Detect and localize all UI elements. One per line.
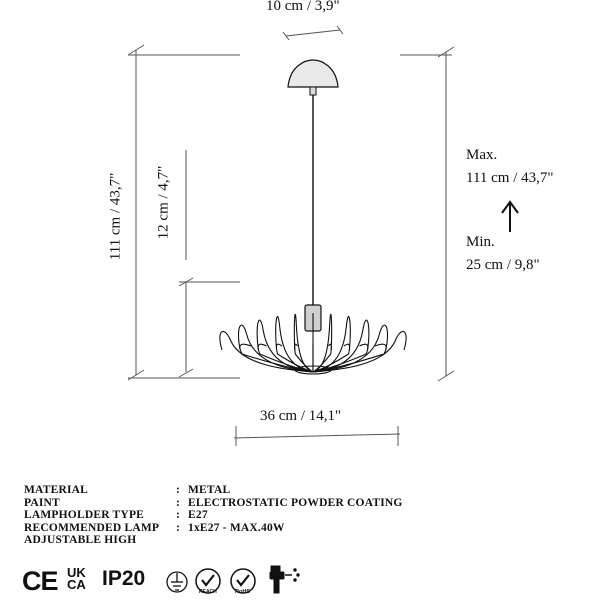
spec-value: ELECTROSTATIC POWDER COATING — [188, 496, 403, 509]
spec-value: E27 — [188, 509, 208, 522]
spec-row-adjustable — [24, 534, 403, 547]
spec-separator: : — [176, 484, 181, 496]
canopy-width-dimension — [283, 26, 343, 40]
reach-text: REACH — [199, 589, 217, 595]
shade-width-label: 36 cm / 14,1" — [260, 408, 342, 424]
spray-paint-icon — [270, 566, 299, 593]
spec-row-material — [24, 484, 403, 497]
min-label: Min. — [466, 234, 495, 250]
shade-height-label: 12 cm / 4,7" — [155, 165, 172, 240]
spec-value: 1xE27 - MAX.40W — [188, 521, 285, 534]
ukca-mark — [67, 567, 86, 591]
max-value: 111 cm / 43,7" — [466, 170, 554, 186]
lamp-shade-cage — [220, 314, 406, 374]
min-value: 25 cm / 9,8" — [466, 257, 540, 273]
spec-value: METAL — [188, 484, 231, 496]
spec-row-recommended-lamp — [24, 522, 403, 535]
ukca-bottom: CA — [67, 577, 86, 592]
spec-separator: : — [176, 496, 181, 509]
lamp-canopy — [288, 60, 338, 87]
spec-key: RECOMMENDED LAMP — [24, 521, 160, 534]
ukca-top: UK — [67, 565, 86, 580]
max-label: Max. — [466, 147, 498, 163]
spec-separator: : — [176, 509, 181, 522]
specification-table — [24, 484, 403, 547]
total-height-label: 111 cm / 43,7" — [107, 172, 124, 261]
total-height-dimension — [128, 45, 240, 380]
rohs-text: RoHS — [235, 589, 250, 595]
adjustable-height-dimension — [400, 47, 454, 381]
shade-width-dimension — [234, 426, 400, 446]
cord-grip — [310, 87, 316, 95]
spec-key: LAMPHOLDER TYPE — [24, 509, 145, 522]
spec-key: ADJUSTABLE HIGH — [24, 534, 137, 547]
spec-row-paint — [24, 497, 403, 510]
spec-key: PAINT — [24, 496, 60, 509]
spec-separator: : — [176, 521, 181, 534]
spec-row-lampholder — [24, 509, 403, 522]
canopy-width-label: 10 cm / 3,9" — [266, 0, 340, 14]
ce-mark: CE — [22, 566, 58, 596]
up-arrow-icon — [502, 202, 518, 232]
spec-key: MATERIAL — [24, 484, 89, 496]
earth-ground-icon — [167, 572, 187, 592]
shade-height-dimension — [179, 150, 240, 377]
ip20-mark: IP20 — [102, 567, 146, 590]
